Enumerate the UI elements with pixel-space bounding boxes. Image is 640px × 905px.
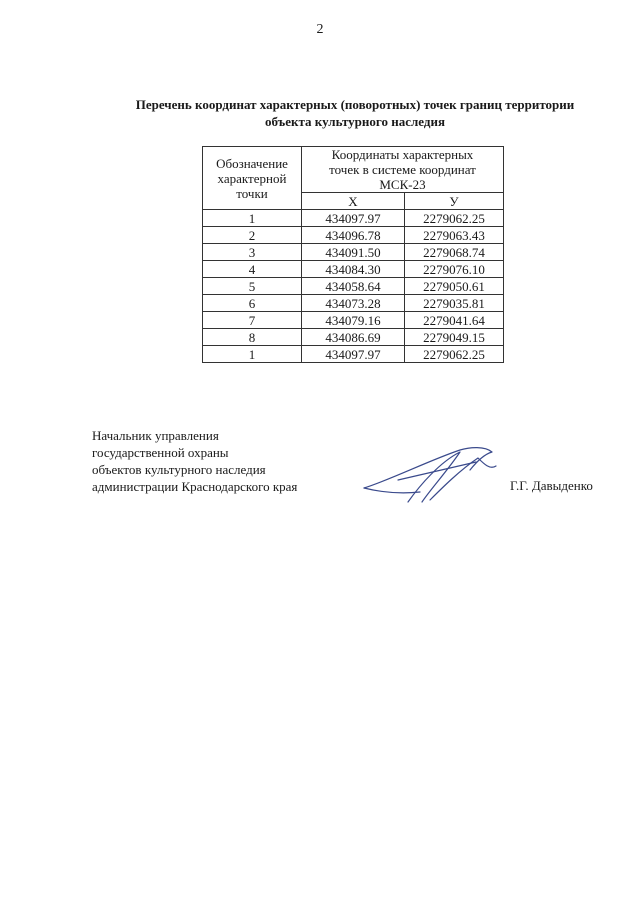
cell-x: 434086.69	[302, 329, 405, 346]
cell-point: 7	[203, 312, 302, 329]
cell-x: 434091.50	[302, 244, 405, 261]
cell-point: 6	[203, 295, 302, 312]
cell-point: 5	[203, 278, 302, 295]
cell-x: 434084.30	[302, 261, 405, 278]
header-y: У	[405, 193, 504, 210]
title-line-2: объекта культурного наследия	[265, 114, 445, 129]
cell-point: 2	[203, 227, 302, 244]
cell-x: 434073.28	[302, 295, 405, 312]
title-line-1: Перечень координат характерных (поворотных) точек границ территории	[135, 97, 575, 112]
cell-y: 2279076.10	[405, 261, 504, 278]
table-row	[203, 312, 504, 329]
cell-point: 3	[203, 244, 302, 261]
cell-x: 434097.97	[302, 346, 405, 363]
cell-point: 8	[203, 329, 302, 346]
header-coordinates: Координаты характерных точек в системе координат МСК-23	[302, 147, 504, 193]
position-line: Начальник управления	[92, 428, 219, 443]
cell-y: 2279062.25	[405, 210, 504, 227]
handwritten-signature-icon	[360, 440, 500, 510]
table-row	[203, 295, 504, 312]
cell-y: 2279068.74	[405, 244, 504, 261]
signatory-name: Г.Г. Давыденко	[510, 478, 593, 493]
cell-y: 2279062.25	[405, 346, 504, 363]
table-row	[203, 227, 504, 244]
cell-point: 1	[203, 346, 302, 363]
cell-x: 434058.64	[302, 278, 405, 295]
signature-stroke	[364, 448, 492, 488]
table-row	[203, 261, 504, 278]
table-row	[203, 210, 504, 227]
cell-y: 2279049.15	[405, 329, 504, 346]
cell-y: 2279063.43	[405, 227, 504, 244]
signature-stroke	[398, 462, 476, 480]
signatory-position	[92, 427, 297, 495]
cell-y: 2279050.61	[405, 278, 504, 295]
coordinates-table	[202, 146, 504, 363]
cell-point: 4	[203, 261, 302, 278]
document-title	[90, 96, 620, 130]
page-number: 2	[316, 22, 324, 37]
table-row	[203, 278, 504, 295]
table-row	[203, 346, 504, 363]
position-line: объектов культурного наследия	[92, 462, 266, 477]
table-row	[203, 329, 504, 346]
cell-x: 434096.78	[302, 227, 405, 244]
table-row	[203, 244, 504, 261]
cell-y: 2279035.81	[405, 295, 504, 312]
header-point-designation: Обозначение характерной точки	[203, 147, 302, 210]
cell-y: 2279041.64	[405, 312, 504, 329]
cell-point: 1	[203, 210, 302, 227]
header-x: X	[302, 193, 405, 210]
position-line: государственной охраны	[92, 445, 229, 460]
cell-x: 434097.97	[302, 210, 405, 227]
position-line: администрации Краснодарского края	[92, 479, 298, 494]
cell-x: 434079.16	[302, 312, 405, 329]
signature-stroke	[364, 488, 420, 493]
